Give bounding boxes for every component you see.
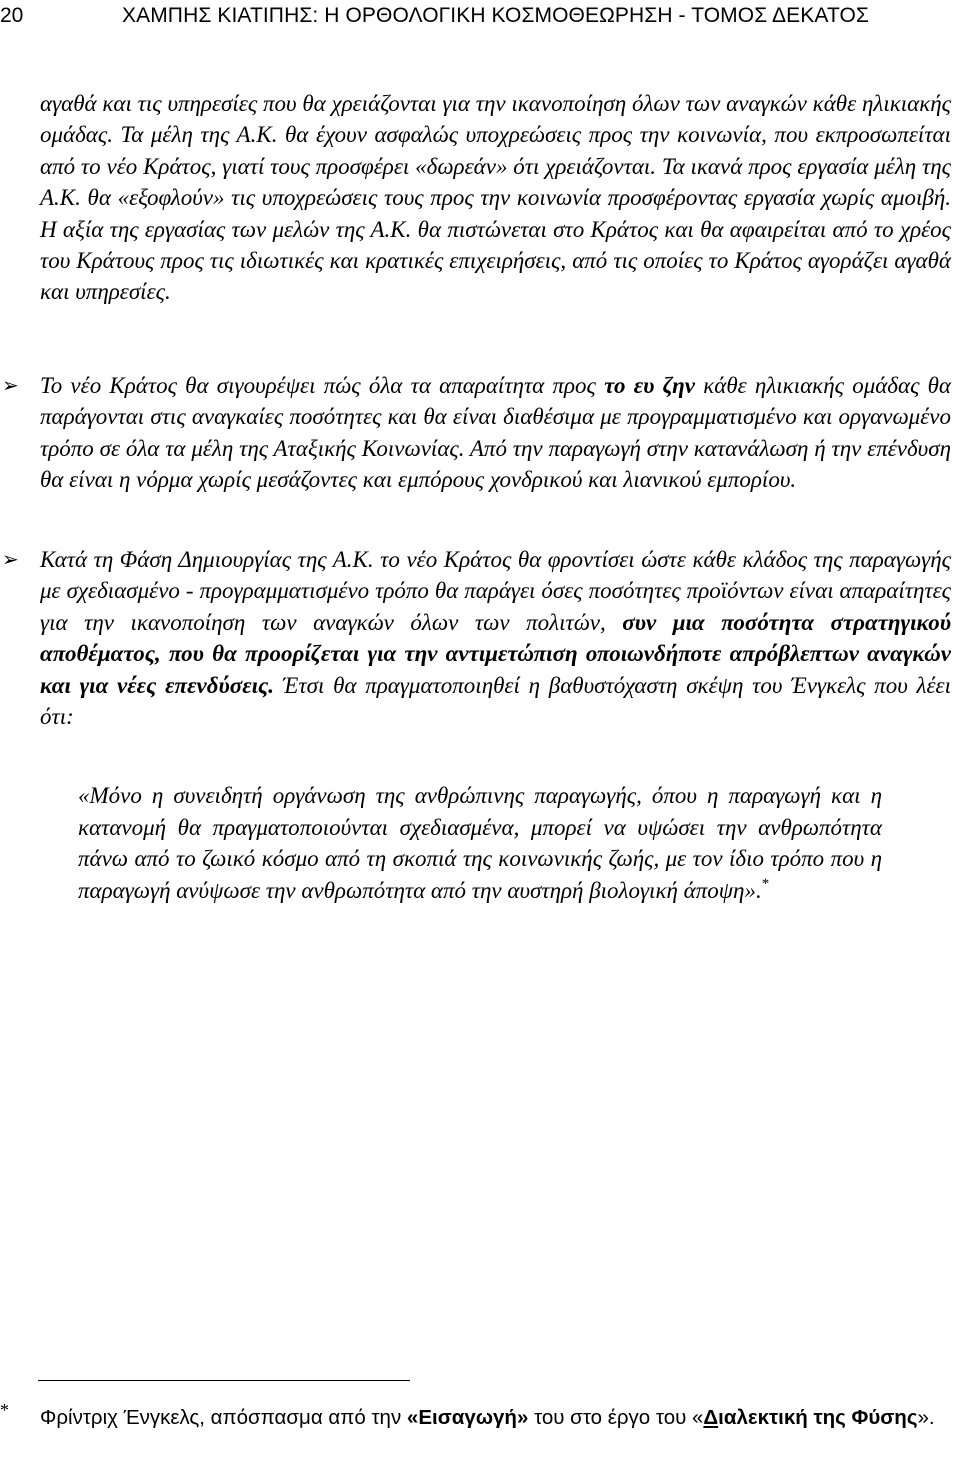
engels-quote <box>78 780 882 906</box>
footnote-bold-work: ιαλεκτική της Φύσης <box>718 1406 918 1429</box>
footnote-divider <box>38 1380 410 1381</box>
footnote-mark: * <box>0 1400 9 1420</box>
bullet-text: κάθε ηλικιακής ομάδας θα παράγονται στις αναγκαίες ποσότητες και θα είναι διαθέσιμα με προγραμματισμένο και οργανωμένο τρόπο σε όλα τα μέλη της Αταξικής Κοινωνίας. Από την παραγωγή στην κατανάλωση ή την επένδυση θα είναι η νόρμα χωρίς μεσάζοντες και εμπόρους χονδρικού και λιανικού εμπορίου. <box>40 373 952 493</box>
footnote-text: ». <box>917 1406 935 1429</box>
arrow-bullet-icon: ➢ <box>2 547 19 571</box>
page-header <box>0 2 960 32</box>
paragraph-continuation <box>40 88 951 308</box>
bullet-bold-text: το ευ ζην <box>604 373 695 398</box>
footnote-text: Φρίντριχ Ένγκελς, απόσπασμα από την <box>40 1406 407 1429</box>
footnote-underlined-letter: Δ <box>703 1406 719 1429</box>
bullet-point-2 <box>2 544 951 732</box>
paragraph-text: αγαθά και τις υπηρεσίες που θα χρειάζονται για την ικανοποίηση όλων των αναγκών κάθε ηλικιακής ομάδας. Τα μέλη της Α.Κ. θα έχουν ασφαλώς υποχρεώσεις προς την κοινωνία, που εκπροσωπείται από το νέο Κράτος, γιατί τους προσφέρει «δωρεάν» ότι χρειάζονται. Τα ικανά προς εργασία μέλη της Α.Κ. θα «εξοφλούν» τις υποχρεώσεις τους προς την κοινωνία προσφέροντας εργασία χωρίς αμοιβή. Η αξία της εργασίας των μελών της Α.Κ. θα πιστώνεται στο Κράτος και θα αφαιρείται από το χρέος του Κράτους προς τις ιδιωτικές και κρατικές επιχειρήσεις, από τις οποίες το Κράτος αγοράζει αγαθά και υπηρεσίες. <box>40 91 951 305</box>
bullet-text: Το νέο Κράτος θα σιγουρέψει πώς όλα τα απαραίτητα προς <box>40 373 605 398</box>
running-title: ΧΑΜΠΗΣ ΚΙΑΤΙΠΗΣ: Η ΟΡΘΟΛΟΓΙΚΗ ΚΟΣΜΟΘΕΩΡΗΣΗ - ΤΟΜΟΣ ΔΕΚΑΤΟΣ <box>122 4 870 27</box>
footnote-text: του στο έργο του « <box>528 1406 704 1429</box>
bullet-bold-text: συν μια ποσότητα στρατηγικού αποθέματος, που θα προορίζεται για την αντιμετώπιση οποιωνδήποτε απρόβλεπτων αναγκών και για νέες επενδύσεις. <box>40 609 951 698</box>
quote-text: «Μόνο η συνειδητή οργάνωση της ανθρώπινης παραγωγής, όπου η παραγωγή και η κατανομή θα πραγματοποιούνται σχεδιασμένα, μπορεί να υψώσει την ανθρωπότητα πάνω από το ζωικό κόσμο από τη σκοπιά της κοινωνικής ζωής, με τον ίδιο τρόπο που η παραγωγή ανύψωσε την ανθρωπότητα από την αυστηρή βιολογική άποψη». <box>78 783 882 903</box>
footnote-bold-title: «Εισαγωγή» <box>406 1406 529 1429</box>
bullet-text: Κατά τη Φάση Δημιουργίας της Α.Κ. το νέο Κράτος θα φροντίσει ώστε κάθε κλάδος της παραγωγής με σχεδιασμένο - προγραμματισμένο τρόπο θα παράγει όσες ποσότητες προϊόντων είναι απαραίτητες για την ικανοποίηση των αναγκών όλων των πολιτών, <box>40 547 951 635</box>
bullet-text: Έτσι θα πραγματοποιηθεί η βαθυστόχαστη σκέψη του Ένγκελς που λέει ότι: <box>40 672 951 730</box>
footnote-reference: * <box>761 875 770 892</box>
bullet-point-1 <box>2 370 952 496</box>
arrow-bullet-icon: ➢ <box>2 373 19 397</box>
footnote <box>40 1404 952 1432</box>
page-number: 20 <box>0 4 24 27</box>
